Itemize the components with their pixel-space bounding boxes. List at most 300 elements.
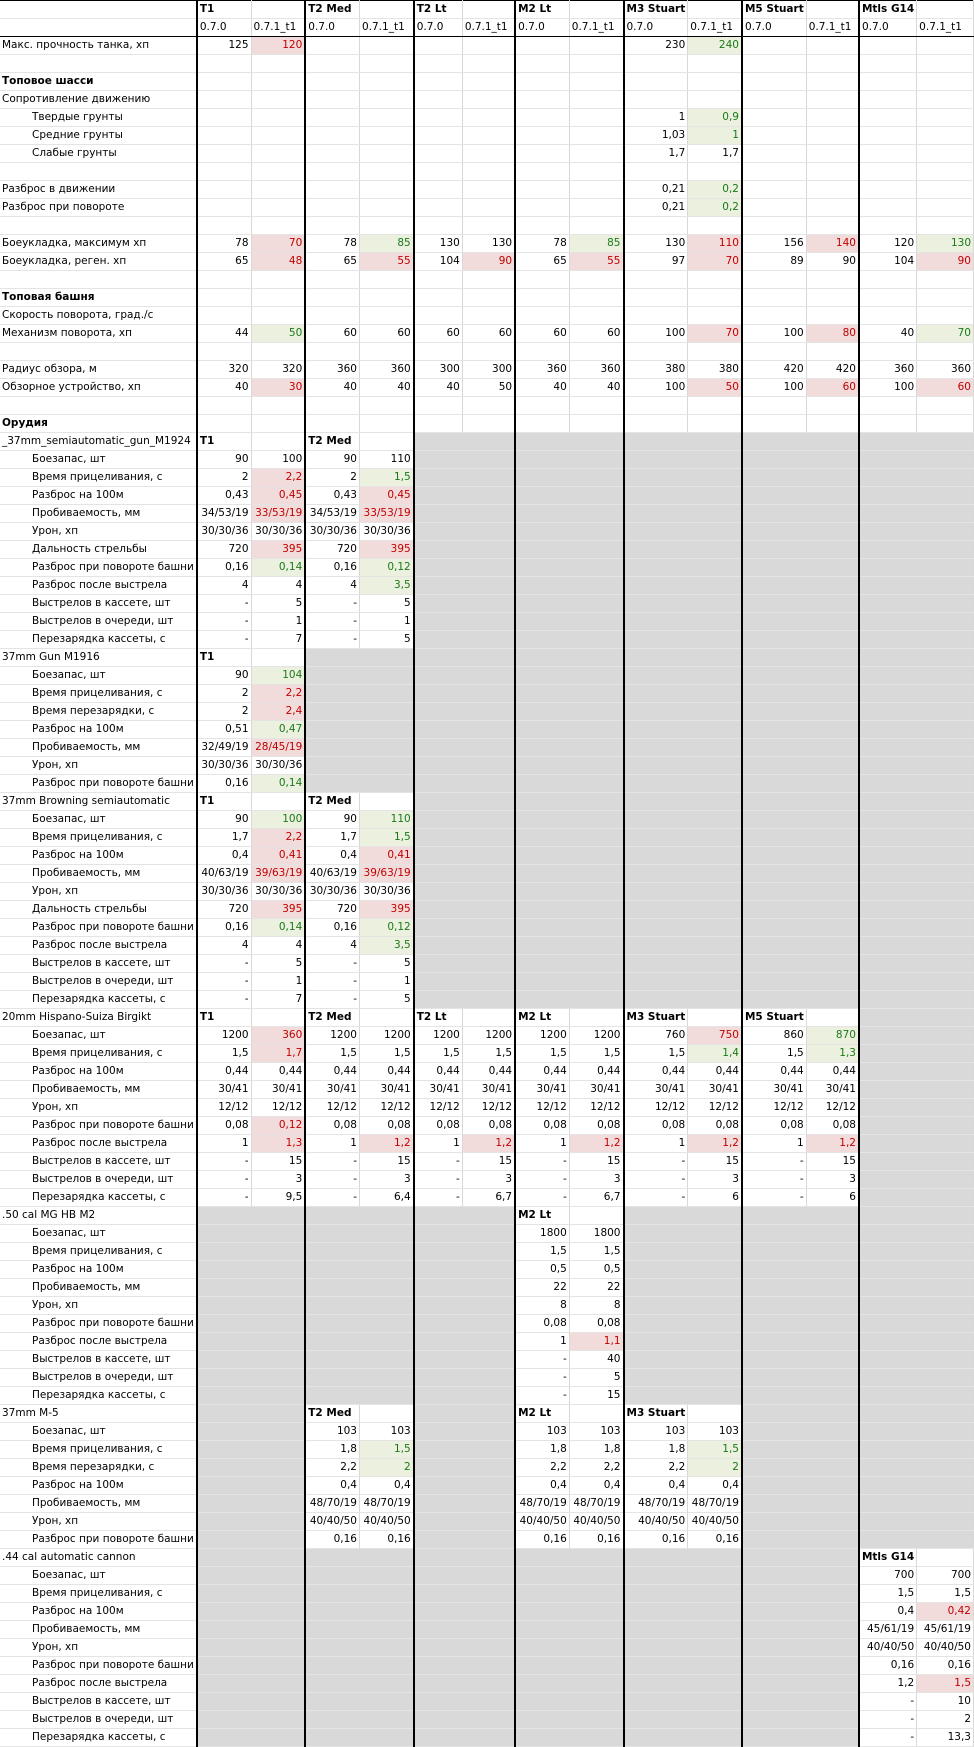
cell[interactable] [806, 127, 859, 145]
value-cell[interactable]: 0,21 [624, 199, 688, 217]
value-cell[interactable]: 1,5 [359, 829, 413, 847]
cell[interactable] [515, 289, 569, 307]
value-cell[interactable]: 40 [197, 379, 251, 397]
cell[interactable] [624, 217, 688, 235]
value-cell[interactable]: 0,2 [688, 181, 742, 199]
value-cell[interactable]: 55 [569, 253, 623, 271]
cell[interactable] [624, 1315, 688, 1333]
cell[interactable] [624, 685, 688, 703]
row-label[interactable]: Выстрелов в очереди, шт [0, 1369, 197, 1387]
cell[interactable] [515, 1639, 569, 1657]
value-cell[interactable]: - [197, 991, 251, 1009]
cell[interactable] [462, 541, 515, 559]
value-cell[interactable]: 1,7 [305, 829, 359, 847]
cell[interactable] [624, 433, 688, 451]
cell[interactable] [624, 469, 688, 487]
cell[interactable] [742, 1333, 806, 1351]
value-cell[interactable]: 2,2 [251, 685, 305, 703]
cell[interactable] [462, 289, 515, 307]
cell[interactable] [806, 1711, 859, 1729]
row-label[interactable]: Перезарядка кассеты, с [0, 631, 197, 649]
cell[interactable] [462, 397, 515, 415]
cell[interactable] [859, 199, 917, 217]
cell[interactable] [917, 973, 974, 991]
cell[interactable] [624, 721, 688, 739]
value-cell[interactable]: - [742, 1189, 806, 1207]
row-label[interactable]: Урон, хп [0, 1297, 197, 1315]
value-cell[interactable]: 1,5 [917, 1675, 974, 1693]
value-cell[interactable]: 45/61/19 [917, 1621, 974, 1639]
value-cell[interactable]: 70 [688, 325, 742, 343]
value-cell[interactable]: 3 [806, 1171, 859, 1189]
cell[interactable] [917, 721, 974, 739]
cell[interactable] [251, 289, 305, 307]
cell[interactable] [515, 307, 569, 325]
cell[interactable] [859, 739, 917, 757]
value-cell[interactable]: - [305, 631, 359, 649]
cell[interactable] [742, 991, 806, 1009]
cell[interactable] [806, 1531, 859, 1549]
cell[interactable] [359, 1243, 413, 1261]
cell[interactable] [251, 1711, 305, 1729]
cell[interactable] [414, 271, 463, 289]
cell[interactable] [251, 55, 305, 73]
cell[interactable] [515, 829, 569, 847]
cell[interactable] [688, 721, 742, 739]
cell[interactable] [742, 1297, 806, 1315]
row-label[interactable]: Выстрелов в кассете, шт [0, 1693, 197, 1711]
cell[interactable] [414, 397, 463, 415]
cell[interactable] [569, 127, 623, 145]
value-cell[interactable]: 30/41 [806, 1081, 859, 1099]
cell[interactable] [859, 1387, 917, 1405]
header-cell[interactable] [806, 1, 859, 19]
cell[interactable] [859, 1009, 917, 1027]
cell[interactable] [917, 847, 974, 865]
cell[interactable] [806, 1675, 859, 1693]
cell[interactable] [569, 1639, 623, 1657]
value-cell[interactable]: 2,2 [624, 1459, 688, 1477]
cell[interactable] [742, 685, 806, 703]
cell[interactable] [806, 721, 859, 739]
cell[interactable] [305, 721, 359, 739]
cell[interactable] [742, 595, 806, 613]
cell[interactable] [462, 1693, 515, 1711]
cell[interactable] [688, 1603, 742, 1621]
cell[interactable] [462, 1441, 515, 1459]
cell[interactable] [624, 505, 688, 523]
value-cell[interactable]: 0,4 [197, 847, 251, 865]
cell[interactable] [462, 937, 515, 955]
cell[interactable] [414, 343, 463, 361]
value-cell[interactable]: 39/63/19 [251, 865, 305, 883]
value-cell[interactable]: 4 [197, 937, 251, 955]
cell[interactable] [414, 73, 463, 91]
value-cell[interactable]: 0,16 [688, 1531, 742, 1549]
cell[interactable] [917, 1099, 974, 1117]
value-cell[interactable]: 40 [414, 379, 463, 397]
value-cell[interactable]: 30/30/36 [305, 883, 359, 901]
header-cell[interactable] [462, 1, 515, 19]
cell[interactable] [688, 1675, 742, 1693]
cell[interactable] [569, 217, 623, 235]
cell[interactable] [305, 1351, 359, 1369]
cell[interactable] [414, 433, 463, 451]
cell[interactable] [917, 1549, 974, 1567]
value-cell[interactable]: 870 [806, 1027, 859, 1045]
row-label[interactable] [0, 163, 197, 181]
cell[interactable] [859, 865, 917, 883]
cell[interactable] [414, 991, 463, 1009]
cell[interactable] [917, 1243, 974, 1261]
value-cell[interactable]: 1 [515, 1135, 569, 1153]
row-label[interactable]: Макс. прочность танка, хп [0, 37, 197, 55]
cell[interactable] [742, 1621, 806, 1639]
value-cell[interactable]: 8 [515, 1297, 569, 1315]
cell[interactable] [359, 1567, 413, 1585]
cell[interactable] [197, 343, 251, 361]
cell[interactable] [806, 667, 859, 685]
cell[interactable] [462, 145, 515, 163]
cell[interactable] [624, 1351, 688, 1369]
value-cell[interactable]: 6,7 [462, 1189, 515, 1207]
cell[interactable] [359, 1297, 413, 1315]
value-cell[interactable]: 0,4 [305, 1477, 359, 1495]
cell[interactable] [917, 1459, 974, 1477]
cell[interactable] [305, 1315, 359, 1333]
cell[interactable] [515, 703, 569, 721]
cell[interactable] [742, 73, 806, 91]
cell[interactable] [742, 1441, 806, 1459]
value-cell[interactable]: 7 [251, 991, 305, 1009]
cell[interactable] [688, 1009, 742, 1027]
cell[interactable] [414, 937, 463, 955]
cell[interactable] [806, 631, 859, 649]
cell[interactable] [569, 829, 623, 847]
cell[interactable] [688, 1711, 742, 1729]
cell[interactable] [414, 775, 463, 793]
value-cell[interactable]: 0,16 [359, 1531, 413, 1549]
cell[interactable] [917, 397, 974, 415]
cell[interactable] [515, 685, 569, 703]
cell[interactable] [806, 271, 859, 289]
value-cell[interactable]: 0,08 [197, 1117, 251, 1135]
cell[interactable] [414, 883, 463, 901]
gun-tank-label[interactable]: T2 Med [305, 433, 359, 451]
cell[interactable] [359, 1585, 413, 1603]
gun-tank-label[interactable]: T1 [197, 793, 251, 811]
cell[interactable] [917, 451, 974, 469]
value-cell[interactable]: 720 [305, 901, 359, 919]
cell[interactable] [305, 1693, 359, 1711]
cell[interactable] [742, 199, 806, 217]
row-label[interactable]: Время перезарядки, с [0, 1459, 197, 1477]
value-cell[interactable]: 30/30/36 [251, 757, 305, 775]
cell[interactable] [624, 1549, 688, 1567]
cell[interactable] [859, 1243, 917, 1261]
cell[interactable] [197, 289, 251, 307]
value-cell[interactable]: 0,21 [624, 181, 688, 199]
value-cell[interactable]: 1 [515, 1333, 569, 1351]
cell[interactable] [742, 613, 806, 631]
value-cell[interactable]: 40/40/50 [688, 1513, 742, 1531]
cell[interactable] [251, 1603, 305, 1621]
cell[interactable] [197, 415, 251, 433]
value-cell[interactable]: 12/12 [197, 1099, 251, 1117]
cell[interactable] [806, 55, 859, 73]
cell[interactable] [462, 1369, 515, 1387]
row-label[interactable]: Дальность стрельбы [0, 901, 197, 919]
cell[interactable] [859, 1207, 917, 1225]
cell[interactable] [859, 1135, 917, 1153]
cell[interactable] [251, 1531, 305, 1549]
cell[interactable] [359, 91, 413, 109]
cell[interactable] [462, 91, 515, 109]
value-cell[interactable]: 103 [569, 1423, 623, 1441]
cell[interactable] [859, 127, 917, 145]
cell[interactable] [462, 433, 515, 451]
cell[interactable] [515, 883, 569, 901]
cell[interactable] [859, 415, 917, 433]
value-cell[interactable]: 240 [688, 37, 742, 55]
cell[interactable] [917, 865, 974, 883]
cell[interactable] [515, 775, 569, 793]
cell[interactable] [917, 1423, 974, 1441]
cell[interactable] [624, 1603, 688, 1621]
value-cell[interactable]: 1,5 [917, 1585, 974, 1603]
cell[interactable] [806, 829, 859, 847]
cell[interactable] [569, 1549, 623, 1567]
cell[interactable] [515, 199, 569, 217]
row-label[interactable]: Разброс в движении [0, 181, 197, 199]
value-cell[interactable]: 104 [859, 253, 917, 271]
row-label[interactable]: Урон, хп [0, 883, 197, 901]
value-cell[interactable]: 0,44 [742, 1063, 806, 1081]
cell[interactable] [742, 937, 806, 955]
value-cell[interactable]: 30/30/36 [251, 523, 305, 541]
cell[interactable] [917, 55, 974, 73]
cell[interactable] [917, 1495, 974, 1513]
cell[interactable] [305, 739, 359, 757]
cell[interactable] [197, 1333, 251, 1351]
cell[interactable] [624, 1369, 688, 1387]
cell[interactable] [806, 1621, 859, 1639]
row-label[interactable]: Пробиваемость, мм [0, 1621, 197, 1639]
cell[interactable] [251, 397, 305, 415]
value-cell[interactable]: 30/41 [251, 1081, 305, 1099]
cell[interactable] [462, 505, 515, 523]
row-label[interactable]: Выстрелов в очереди, шт [0, 973, 197, 991]
value-cell[interactable]: 85 [359, 235, 413, 253]
cell[interactable] [251, 1621, 305, 1639]
value-cell[interactable]: 3 [251, 1171, 305, 1189]
cell[interactable] [806, 217, 859, 235]
cell[interactable] [806, 919, 859, 937]
row-label[interactable]: Время прицеливания, с [0, 1243, 197, 1261]
value-cell[interactable]: 40/40/50 [305, 1513, 359, 1531]
value-cell[interactable]: 15 [688, 1153, 742, 1171]
value-cell[interactable]: 1,5 [414, 1045, 463, 1063]
cell[interactable] [359, 73, 413, 91]
cell[interactable] [569, 415, 623, 433]
cell[interactable] [806, 991, 859, 1009]
cell[interactable] [742, 469, 806, 487]
cell[interactable] [414, 109, 463, 127]
cell[interactable] [688, 1567, 742, 1585]
cell[interactable] [624, 541, 688, 559]
cell[interactable] [624, 415, 688, 433]
value-cell[interactable]: 3,5 [359, 937, 413, 955]
cell[interactable] [917, 523, 974, 541]
value-cell[interactable]: 40/63/19 [305, 865, 359, 883]
cell[interactable] [806, 181, 859, 199]
row-label[interactable]: Дальность стрельбы [0, 541, 197, 559]
value-cell[interactable]: 1,2 [462, 1135, 515, 1153]
cell[interactable] [197, 1315, 251, 1333]
cell[interactable] [859, 919, 917, 937]
cell[interactable] [515, 1657, 569, 1675]
row-label[interactable] [0, 217, 197, 235]
cell[interactable] [414, 127, 463, 145]
value-cell[interactable]: 0,43 [197, 487, 251, 505]
cell[interactable] [515, 55, 569, 73]
cell[interactable] [197, 55, 251, 73]
cell[interactable] [569, 775, 623, 793]
value-cell[interactable]: 0,16 [197, 919, 251, 937]
cell[interactable] [515, 181, 569, 199]
cell[interactable] [806, 1657, 859, 1675]
cell[interactable] [742, 1585, 806, 1603]
value-cell[interactable]: 700 [917, 1567, 974, 1585]
section-title[interactable]: Орудия [0, 415, 197, 433]
cell[interactable] [624, 883, 688, 901]
cell[interactable] [688, 55, 742, 73]
cell[interactable] [305, 415, 359, 433]
cell[interactable] [806, 73, 859, 91]
cell[interactable] [414, 1639, 463, 1657]
cell[interactable] [569, 163, 623, 181]
cell[interactable] [742, 37, 806, 55]
cell[interactable] [251, 1585, 305, 1603]
value-cell[interactable]: 720 [197, 901, 251, 919]
cell[interactable] [359, 1405, 413, 1423]
cell[interactable] [462, 1585, 515, 1603]
cell[interactable] [414, 649, 463, 667]
cell[interactable] [742, 1729, 806, 1747]
cell[interactable] [197, 91, 251, 109]
cell[interactable] [569, 721, 623, 739]
value-cell[interactable]: 1,3 [251, 1135, 305, 1153]
version-header[interactable]: 0.7.1_t1 [359, 19, 413, 37]
cell[interactable] [414, 631, 463, 649]
row-label[interactable]: Механизм поворота, хп [0, 325, 197, 343]
gun-tank-label[interactable]: T1 [197, 433, 251, 451]
cell[interactable] [742, 811, 806, 829]
cell[interactable] [462, 685, 515, 703]
cell[interactable] [569, 91, 623, 109]
cell[interactable] [414, 1369, 463, 1387]
cell[interactable] [462, 1333, 515, 1351]
cell[interactable] [806, 1261, 859, 1279]
cell[interactable] [305, 1243, 359, 1261]
value-cell[interactable]: - [197, 973, 251, 991]
value-cell[interactable]: 60 [462, 325, 515, 343]
value-cell[interactable]: 360 [305, 361, 359, 379]
value-cell[interactable]: 395 [251, 901, 305, 919]
cell[interactable] [359, 181, 413, 199]
cell[interactable] [917, 109, 974, 127]
cell[interactable] [742, 487, 806, 505]
value-cell[interactable]: 22 [515, 1279, 569, 1297]
row-label[interactable]: Сопротивление движению [0, 91, 197, 109]
cell[interactable] [806, 1387, 859, 1405]
value-cell[interactable]: 0,4 [859, 1603, 917, 1621]
cell[interactable] [859, 1297, 917, 1315]
value-cell[interactable]: 1 [359, 613, 413, 631]
value-cell[interactable]: 40/40/50 [569, 1513, 623, 1531]
value-cell[interactable]: 1 [359, 973, 413, 991]
cell[interactable] [859, 901, 917, 919]
value-cell[interactable]: 60 [359, 325, 413, 343]
cell[interactable] [688, 343, 742, 361]
value-cell[interactable]: 30/30/36 [197, 523, 251, 541]
value-cell[interactable]: 50 [462, 379, 515, 397]
cell[interactable] [414, 1279, 463, 1297]
cell[interactable] [624, 1243, 688, 1261]
cell[interactable] [515, 469, 569, 487]
value-cell[interactable]: 360 [859, 361, 917, 379]
cell[interactable] [515, 1603, 569, 1621]
value-cell[interactable]: 0,08 [359, 1117, 413, 1135]
cell[interactable] [624, 73, 688, 91]
cell[interactable] [806, 109, 859, 127]
cell[interactable] [251, 1315, 305, 1333]
cell[interactable] [569, 433, 623, 451]
cell[interactable] [359, 1369, 413, 1387]
cell[interactable] [917, 577, 974, 595]
cell[interactable] [688, 1405, 742, 1423]
cell[interactable] [624, 955, 688, 973]
cell[interactable] [305, 289, 359, 307]
cell[interactable] [305, 37, 359, 55]
value-cell[interactable]: 90 [917, 253, 974, 271]
cell[interactable] [917, 757, 974, 775]
cell[interactable] [688, 775, 742, 793]
value-cell[interactable]: 1,5 [359, 1045, 413, 1063]
cell[interactable] [742, 163, 806, 181]
value-cell[interactable]: - [515, 1171, 569, 1189]
cell[interactable] [806, 793, 859, 811]
cell[interactable] [742, 1711, 806, 1729]
cell[interactable] [569, 865, 623, 883]
row-label[interactable]: Разброс после выстрела [0, 1675, 197, 1693]
cell[interactable] [515, 505, 569, 523]
value-cell[interactable]: 90 [305, 811, 359, 829]
cell[interactable] [414, 1441, 463, 1459]
value-cell[interactable]: 40/40/50 [359, 1513, 413, 1531]
cell[interactable] [515, 901, 569, 919]
cell[interactable] [359, 145, 413, 163]
cell[interactable] [462, 649, 515, 667]
value-cell[interactable]: 2,2 [515, 1459, 569, 1477]
value-cell[interactable]: 0,44 [688, 1063, 742, 1081]
cell[interactable] [859, 595, 917, 613]
cell[interactable] [569, 901, 623, 919]
cell[interactable] [251, 1243, 305, 1261]
cell[interactable] [806, 1585, 859, 1603]
cell[interactable] [414, 1243, 463, 1261]
value-cell[interactable]: - [859, 1693, 917, 1711]
